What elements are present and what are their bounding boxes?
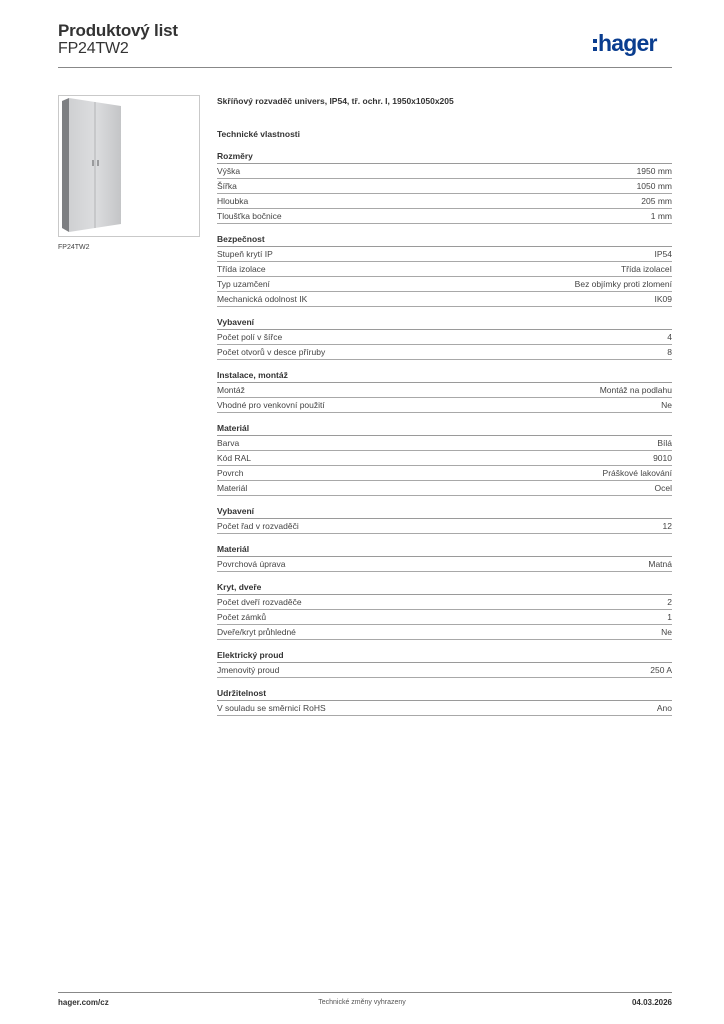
spec-value: Ano <box>656 703 672 713</box>
spec-row <box>217 345 672 360</box>
spec-label: Jmenovitý proud <box>217 665 280 675</box>
spec-section <box>217 421 672 496</box>
spec-row <box>217 292 672 307</box>
spec-label: Vhodné pro venkovní použití <box>217 400 325 410</box>
spec-value: 4 <box>667 332 672 342</box>
spec-row <box>217 451 672 466</box>
spec-row <box>217 481 672 496</box>
spec-section <box>217 686 672 716</box>
spec-value: IK09 <box>654 294 672 304</box>
spec-value: 2 <box>667 597 672 607</box>
footer-website: hager.com/cz <box>58 998 109 1007</box>
spec-row <box>217 262 672 277</box>
spec-row <box>217 277 672 292</box>
spec-row <box>217 247 672 262</box>
spec-label: V souladu se směrnicí RoHS <box>217 703 326 713</box>
section-title: Udržitelnost <box>217 686 672 701</box>
section-title: Vybavení <box>217 315 672 330</box>
spec-value: Bílá <box>657 438 672 448</box>
spec-row <box>217 519 672 534</box>
spec-value: 1 <box>667 612 672 622</box>
spec-content <box>217 92 672 716</box>
spec-row <box>217 595 672 610</box>
spec-section <box>217 580 672 640</box>
logo-text: hager <box>598 29 657 56</box>
spec-value: 1 mm <box>650 211 672 221</box>
spec-value: IP54 <box>654 249 672 259</box>
spec-value: 9010 <box>653 453 672 463</box>
spec-row <box>217 701 672 716</box>
spec-row <box>217 194 672 209</box>
product-description: Skříňový rozvaděč univers, IP54, tř. ochr. I, 1950x1050x205 <box>217 96 454 106</box>
cabinet-image-icon <box>59 96 199 236</box>
spec-section <box>217 368 672 413</box>
spec-value: Ocel <box>654 483 672 493</box>
header-divider <box>58 67 672 68</box>
spec-label: Dveře/kryt průhledné <box>217 627 296 637</box>
spec-row <box>217 330 672 345</box>
footer-divider <box>58 992 672 993</box>
spec-value: 250 A <box>650 665 672 675</box>
section-title: Elektrický proud <box>217 648 672 663</box>
spec-label: Mechanická odolnost IK <box>217 294 308 304</box>
spec-label: Počet dveří rozvaděče <box>217 597 302 607</box>
spec-label: Počet otvorů v desce příruby <box>217 347 326 357</box>
spec-label: Materiál <box>217 483 248 493</box>
spec-row <box>217 398 672 413</box>
spec-label: Povrchová úprava <box>217 559 286 569</box>
spec-label: Kód RAL <box>217 453 252 463</box>
spec-value: Montáž na podlahu <box>599 385 672 395</box>
spec-label: Šířka <box>217 181 237 191</box>
section-title: Rozměry <box>217 149 672 164</box>
spec-label: Počet zámků <box>217 612 267 622</box>
spec-label: Montáž <box>217 385 245 395</box>
document-title: Produktový list <box>58 21 178 40</box>
footer-notice: Technické změny vyhrazeny <box>318 999 406 1006</box>
spec-value: Ne <box>661 400 672 410</box>
logo-colon-icon <box>593 39 597 51</box>
spec-section <box>217 315 672 360</box>
spec-value: Bez objímky proti zlomení <box>574 279 672 289</box>
spec-row <box>217 164 672 179</box>
section-title: Vybavení <box>217 504 672 519</box>
spec-value: 205 mm <box>641 196 672 206</box>
spec-label: Počet polí v šířce <box>217 332 283 342</box>
product-code: FP24TW2 <box>58 40 129 57</box>
spec-section <box>217 648 672 678</box>
spec-value: Práškové lakování <box>602 468 672 478</box>
spec-value: Matná <box>648 559 672 569</box>
section-title: Materiál <box>217 542 672 557</box>
spec-label: Výška <box>217 166 241 176</box>
technical-properties-heading: Technické vlastnosti <box>217 129 300 139</box>
hager-logo <box>593 30 657 56</box>
spec-value: 8 <box>667 347 672 357</box>
spec-label: Třída izolace <box>217 264 266 274</box>
spec-value: 1050 mm <box>636 181 672 191</box>
image-caption: FP24TW2 <box>58 244 90 251</box>
product-image <box>58 95 200 237</box>
section-title: Instalace, montáž <box>217 368 672 383</box>
spec-row <box>217 436 672 451</box>
footer-date: 04.03.2026 <box>631 998 672 1007</box>
spec-row <box>217 610 672 625</box>
spec-row <box>217 209 672 224</box>
spec-label: Povrch <box>217 468 244 478</box>
section-title: Materiál <box>217 421 672 436</box>
spec-value: Třída izolaceI <box>620 264 672 274</box>
spec-label: Hloubka <box>217 196 249 206</box>
spec-label: Stupeň krytí IP <box>217 249 273 259</box>
spec-section <box>217 232 672 307</box>
spec-row <box>217 663 672 678</box>
spec-sections <box>217 149 672 716</box>
spec-section <box>217 542 672 572</box>
spec-row <box>217 625 672 640</box>
spec-label: Počet řad v rozvaděči <box>217 521 299 531</box>
spec-value: 1950 mm <box>636 166 672 176</box>
spec-value: 12 <box>662 521 672 531</box>
spec-row <box>217 466 672 481</box>
spec-row <box>217 557 672 572</box>
spec-label: Barva <box>217 438 240 448</box>
spec-label: Tloušťka bočnice <box>217 211 282 221</box>
section-title: Kryt, dveře <box>217 580 672 595</box>
spec-section <box>217 149 672 224</box>
spec-row <box>217 383 672 398</box>
spec-section <box>217 504 672 534</box>
spec-label: Typ uzamčení <box>217 279 270 289</box>
section-title: Bezpečnost <box>217 232 672 247</box>
spec-value: Ne <box>661 627 672 637</box>
spec-row <box>217 179 672 194</box>
